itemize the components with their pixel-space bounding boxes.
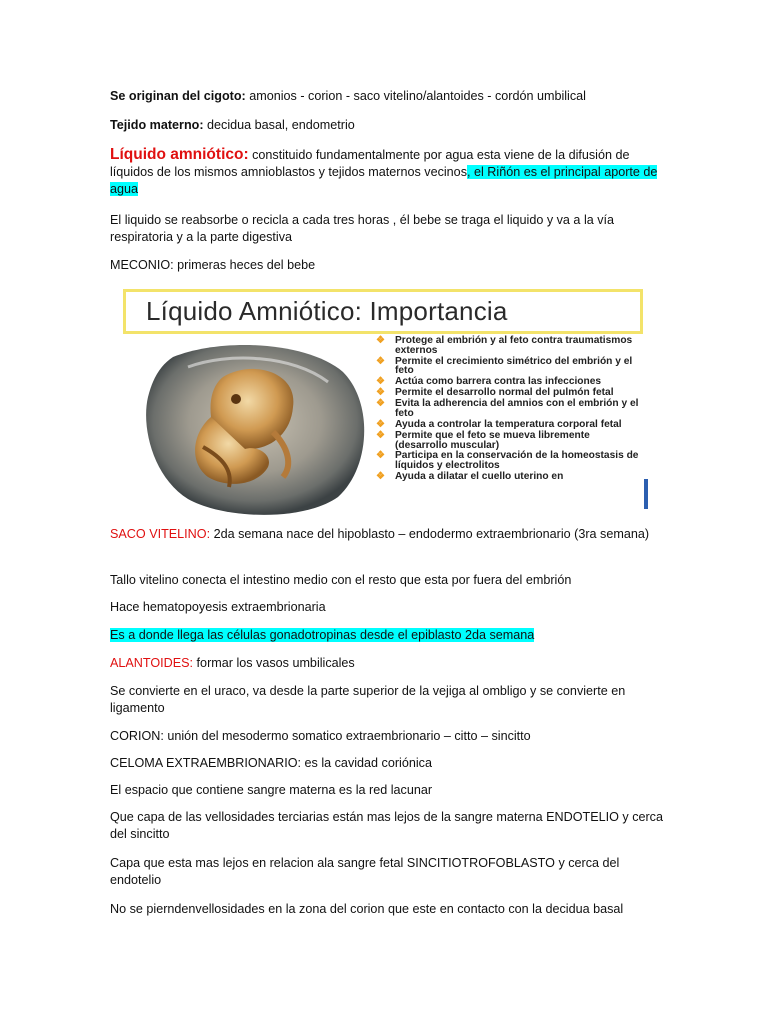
paragraph-tejido-materno (110, 117, 665, 134)
importance-item (376, 431, 644, 451)
text-liquido-amniotico: constituido fundamentalmente por agua esta viene de la difusión de líquidos de los mismos amnioblastos y tejidos maternos vecinos (110, 148, 630, 179)
diamond-bullet-icon: ❖ (376, 355, 385, 367)
embryo-image (133, 337, 378, 515)
paragraph-meconio: MECONIO: primeras heces del bebe (110, 258, 316, 272)
text-tejido-materno: decidua basal, endometrio (203, 118, 355, 132)
highlight-gonadotropinas: Es a donde llega las células gonadotropinas desde el epiblasto 2da semana (110, 628, 535, 642)
diamond-bullet-icon: ❖ (376, 335, 385, 346)
importance-item (376, 420, 644, 430)
paragraph-corion: CORION: unión del mesodermo somatico extraembrionario – citto – sincitto (110, 729, 531, 743)
paragraph-vellosidades-terciarias: Que capa de las vellosidades terciarias están mas lejos de la sangre materna ENDOTELIO y cerca del sincitto (110, 810, 663, 841)
label-saco-vitelino: SACO VITELINO: (110, 527, 211, 541)
importance-item-text: Participa en la conservación de la homeostasis de líquidos y electrolitos (395, 450, 639, 472)
diamond-bullet-icon: ❖ (376, 429, 385, 441)
text-saco-vitelino: 2da semana nace del hipoblasto – endodermo extraembrionario (3ra semana) (210, 527, 650, 541)
importance-item (376, 472, 644, 482)
label-cigoto: Se originan del cigoto: (110, 89, 246, 103)
paragraph-cigoto (110, 88, 665, 105)
importance-item (376, 451, 644, 471)
importance-item (376, 377, 644, 387)
figure-title-box (123, 289, 643, 334)
figure-liquido-amniotico (123, 289, 648, 516)
figure-edge-strip (644, 479, 648, 509)
label-alantoides: ALANTOIDES: (110, 656, 194, 670)
paragraph-hematopoyesis: Hace hematopoyesis extraembrionaria (110, 600, 326, 614)
label-liquido-amniotico: Líquido amniótico: (110, 146, 249, 163)
importance-item (376, 399, 644, 419)
diamond-bullet-icon: ❖ (376, 387, 385, 399)
importance-item-text: Permite el crecimiento simétrico del embrión y el feto (395, 355, 633, 377)
diamond-bullet-icon: ❖ (376, 418, 385, 430)
text-alantoides: formar los vasos umbilicales (193, 656, 355, 670)
importance-item-text: Evita la adherencia del amnios con el embrión y el feto (395, 398, 639, 419)
paragraph-gonadotropinas (110, 627, 665, 644)
importance-item-text: Ayuda a dilatar el cuello uterino en (395, 471, 564, 483)
importance-item-text: Actúa como barrera contra las infecciones (395, 376, 602, 388)
diamond-bullet-icon: ❖ (376, 471, 385, 483)
importance-item (376, 388, 644, 398)
diamond-bullet-icon: ❖ (376, 376, 385, 388)
paragraph-uraco: Se convierte en el uraco, va desde la parte superior de la vejiga al ombligo y se convierte en ligamento (110, 684, 626, 715)
paragraph-decidua-basal: No se pierndenvellosidades en la zona del corion que este en contacto con la decidua basal (110, 902, 624, 916)
text-cigoto: amonios - corion - saco vitelino/alantoides - cordón umbilical (245, 89, 586, 103)
paragraph-alantoides (110, 655, 665, 672)
label-tejido-materno: Tejido materno: (110, 118, 204, 132)
figure-title: Líquido Amniótico: Importancia (146, 296, 508, 326)
paragraph-liquido-amniotico (110, 146, 665, 198)
highlight-rinon: , el Riñón es el principal aporte de agua (110, 165, 658, 196)
paragraph-reabsorcion: El liquido se reabsorbe o recicla a cada tres horas , él bebe se traga el liquido y va a la vía respiratoria y a la parte digestiva (110, 213, 615, 244)
diamond-bullet-icon: ❖ (376, 398, 385, 410)
importance-item-text: Protege al embrión y al feto contra traumatismos externos (395, 335, 633, 356)
paragraph-tallo-vitelino: Tallo vitelino conecta el intestino medio con el resto que esta por fuera del embrión (110, 573, 572, 587)
importance-item (376, 336, 644, 356)
paragraph-red-lacunar: El espacio que contiene sangre materna es la red lacunar (110, 783, 433, 797)
importance-item-text: Permite el desarrollo normal del pulmón fetal (395, 387, 614, 399)
diamond-bullet-icon: ❖ (376, 450, 385, 462)
importance-list (376, 336, 644, 483)
importance-item (376, 357, 644, 377)
paragraph-saco-vitelino (110, 526, 665, 543)
importance-item-text: Permite que el feto se mueva libremente (desarrollo muscular) (395, 429, 590, 451)
paragraph-sincitiotrofoblasto: Capa que esta mas lejos en relacion ala sangre fetal SINCITIOTROFOBLASTO y cerca del endotelio (110, 856, 620, 887)
importance-item-text: Ayuda a controlar la temperatura corporal fetal (395, 418, 622, 430)
paragraph-celoma: CELOMA EXTRAEMBRIONARIO: es la cavidad coriónica (110, 756, 432, 770)
